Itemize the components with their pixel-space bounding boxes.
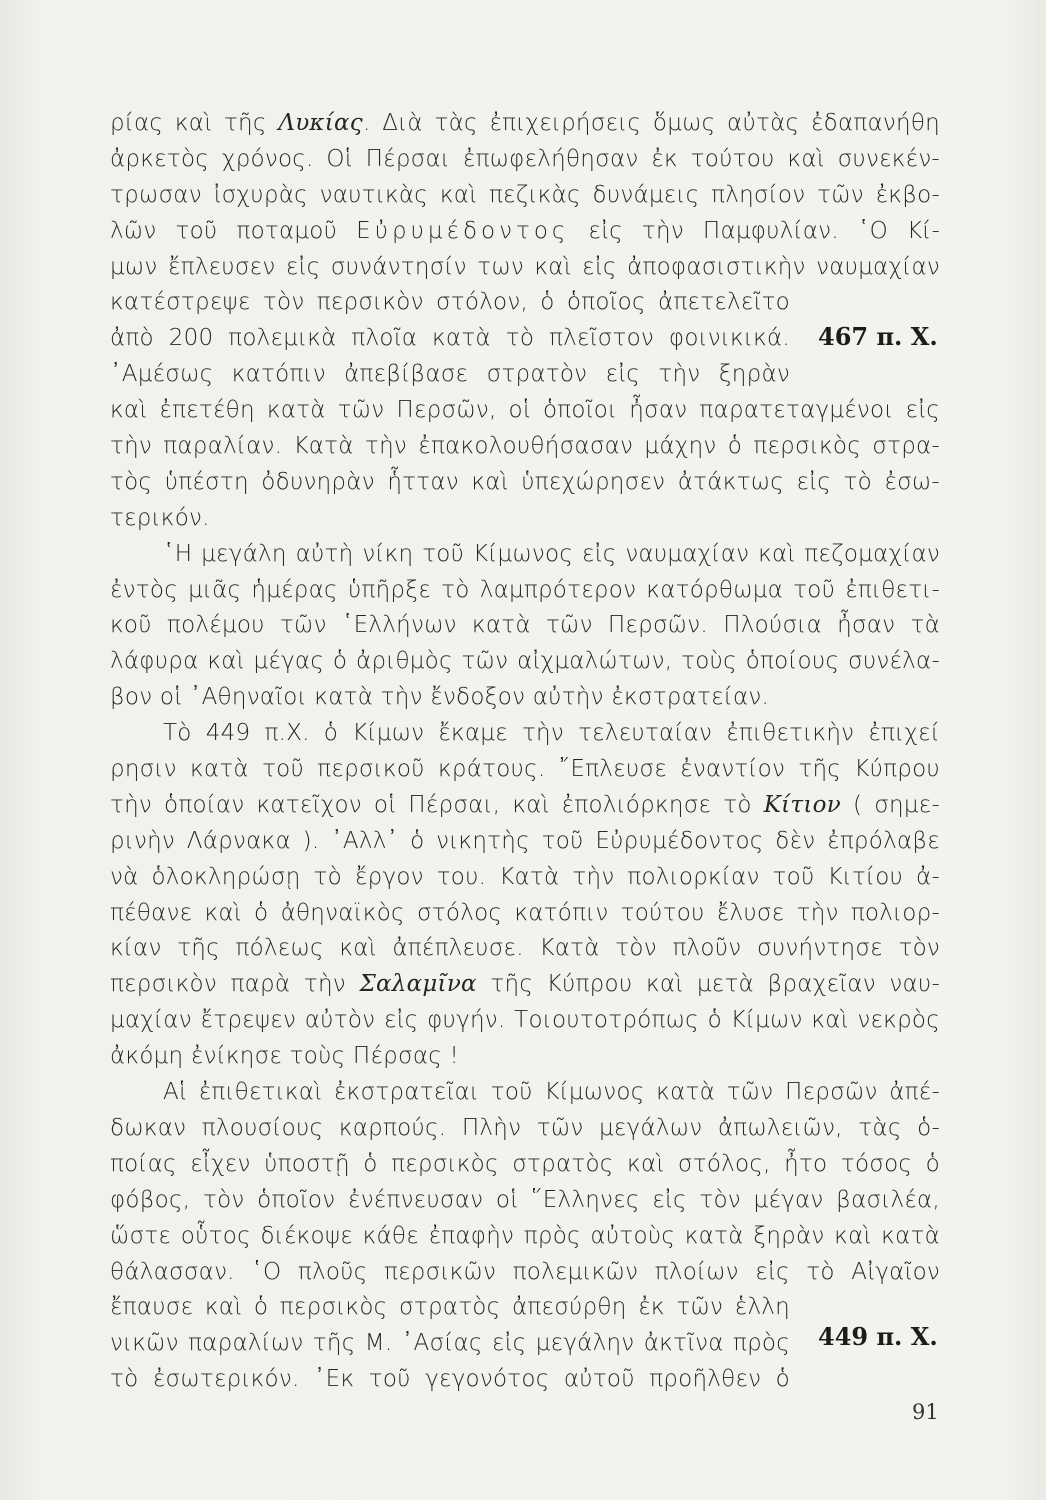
text-line-25: περσικὸν παρὰ τὴν Σαλαμῖνα τῆς Κύπρου καὶ μετὰ βραχεῖαν ναυ- — [110, 971, 940, 998]
text-line-12: τερικόν. — [110, 504, 210, 531]
margin-date-449: 449 π. Χ. — [818, 1322, 938, 1351]
text-line-10: τὴν παραλίαν. Κατὰ τὴν ἐπακολουθήσασαν μάχην ὁ περσικὸς στρα- — [110, 433, 940, 460]
text-line-34: ἔπαυσε καὶ ὁ περσικὸς στρατὸς ἀπεσύρθη ἐκ τῶν ἑλλη — [110, 1294, 790, 1321]
text-line-20: τὴν ὁποίαν κατεῖχον οἱ Πέρσαι, καὶ ἐπολιόρκησε τὸ Κίτιον ( σημε- — [110, 791, 940, 818]
text-line-5: μων ἔπλευσεν εἰς συνάντησίν των καὶ εἰς ἀποφασιστικὴν ναυμαχίαν — [110, 253, 940, 280]
text-line-24: κίαν τῆς πόλεως καὶ ἀπέπλευσε. Κατὰ τὸν πλοῦν συνήντησε τὸν — [110, 935, 940, 962]
margin-date-467: 467 π. Χ. — [818, 322, 938, 351]
text-line-15: κοῦ πολέμου τῶν ῾Ελλήνων κατὰ τῶν Περσῶν. Πλούσια ἦσαν τὰ — [110, 612, 940, 639]
emphasis-lykias: Λυκίας — [278, 110, 363, 136]
body-text — [110, 106, 940, 1398]
text-line-1: ρίας καὶ τῆς Λυκίας. Διὰ τὰς ἐπιχειρήσεις ὅμως αὐτὰς ἐδαπανήθη — [110, 110, 940, 136]
text-line-33: θάλασσαν. ῾Ο πλοῦς περσικῶν πολεμικῶν πλοίων εἰς τὸ Αἰγαῖον — [110, 1258, 940, 1285]
text-line-31: φόβος, τὸν ὁποῖον ἐνέπνευσαν οἱ ῞Ελληνες εἰς τὸν μέγαν βασιλέα, — [110, 1186, 940, 1213]
text-line-11: τὸς ὑπέστη ὀδυνηρὰν ἧτταν καὶ ὑπεχώρησεν ἀτάκτως εἰς τὸ ἐσω- — [110, 468, 940, 495]
text-line-13: ῾Η μεγάλη αὐτὴ νίκη τοῦ Κίμωνος εἰς ναυμαχίαν καὶ πεζομαχίαν — [163, 540, 940, 567]
text-line-35: νικῶν παραλίων τῆς Μ. ᾿Ασίας εἰς μεγάλην ἀκτῖνα πρὸς — [110, 1330, 790, 1357]
page-number: 91 — [912, 1400, 939, 1424]
text-line-29: δωκαν πλουσίους καρπούς. Πλὴν τῶν μεγάλων ἀπωλειῶν, τὰς ὁ- — [110, 1114, 940, 1141]
text-line-7: ἀπὸ 200 πολεμικὰ πλοῖα κατὰ τὸ πλεῖστον φοινικικά. — [110, 325, 790, 352]
text-line-18: Τὸ 449 π.Χ. ὁ Κίμων ἔκαμε τὴν τελευταίαν ἐπιθετικὴν ἐπιχεί — [163, 720, 940, 747]
emphasis-salamina: Σαλαμῖνα — [359, 971, 477, 998]
text-line-9: καὶ ἐπετέθη κατὰ τῶν Περσῶν, οἱ ὁποῖοι ἦσαν παρατεταγμένοι εἰς — [110, 397, 940, 424]
text-line-21: ρινὴν Λάρνακα ). ᾿Αλλ᾿ ὁ νικητὴς τοῦ Εὐρυμέδοντος δὲν ἐπρόλαβε — [110, 827, 940, 854]
text-line-32: ὥστε οὗτος διέκοψε κάθε ἐπαφὴν πρὸς αὐτοὺς κατὰ ξηρὰν καὶ κατὰ — [110, 1222, 940, 1249]
text-line-3: τρωσαν ἰσχυρὰς ναυτικὰς καὶ πεζικὰς δυνάμεις πλησίον τῶν ἐκβο- — [110, 181, 940, 208]
text-line-26: μαχίαν ἔτρεψεν αὐτὸν εἰς φυγήν. Τοιουτοτρόπως ὁ Κίμων καὶ νεκρὸς — [110, 1007, 940, 1034]
text-line-36: τὸ ἐσωτερικόν. ᾿Εκ τοῦ γεγονότος αὐτοῦ προῆλθεν ὁ — [110, 1366, 790, 1393]
text-line-14: ἐντὸς μιᾶς ἡμέρας ὑπῆρξε τὸ λαμπρότερον κατόρθωμα τοῦ ἐπιθετι- — [110, 576, 940, 603]
text-line-23: πέθανε καὶ ὁ ἀθηναϊκὸς στόλος κατόπιν τούτου ἔλυσε τὴν πολιορ- — [110, 899, 940, 926]
text-line-8: ᾿Αμέσως κατόπιν ἀπεβίβασε στρατὸν εἰς τὴν ξηρὰν — [110, 361, 790, 388]
text-line-4: λῶν τοῦ ποταμοῦ Εὐρυμέδοντος εἰς τὴν Παμφυλίαν. ῾Ο Κί- — [110, 217, 940, 244]
text-line-28: Αἱ ἐπιθετικαὶ ἐκστρατεῖαι τοῦ Κίμωνος κατὰ τῶν Περσῶν ἀπέ- — [163, 1079, 940, 1106]
emphasis-kition: Κίτιον — [763, 791, 841, 818]
text-line-6: κατέστρεψε τὸν περσικὸν στόλον, ὁ ὁποῖος ἀπετελεῖτο — [110, 289, 790, 316]
text-line-19: ρησιν κατὰ τοῦ περσικοῦ κράτους. ῎Επλευσε ἐναντίον τῆς Κύπρου — [110, 756, 940, 783]
text-line-30: ποίας εἶχεν ὑποστῇ ὁ περσικὸς στρατὸς καὶ στόλος, ἦτο τόσος ὁ — [110, 1150, 940, 1177]
text-line-16: λάφυρα καὶ μέγας ὁ ἀριθμὸς τῶν αἰχμαλώτων, τοὺς ὁποίους συνέλα- — [110, 648, 940, 675]
text-line-27: ἀκόμη ἐνίκησε τοὺς Πέρσας ! — [110, 1043, 460, 1070]
text-line-17: βον οἱ ᾿Αθηναῖοι κατὰ τὴν ἔνδοξον αὐτὴν ἐκστρατείαν. — [110, 684, 770, 711]
spaced-eurymedontos: Εὐρυμέδοντος — [356, 217, 570, 244]
text-line-2: ἀρκετὸς χρόνος. Οἱ Πέρσαι ἐπωφελήθησαν ἐκ τούτου καὶ συνεκέν- — [110, 145, 940, 172]
text-line-22: νὰ ὁλοκληρώσῃ τὸ ἔργον του. Κατὰ τὴν πολιορκίαν τοῦ Κιτίου ἀ- — [110, 863, 940, 890]
